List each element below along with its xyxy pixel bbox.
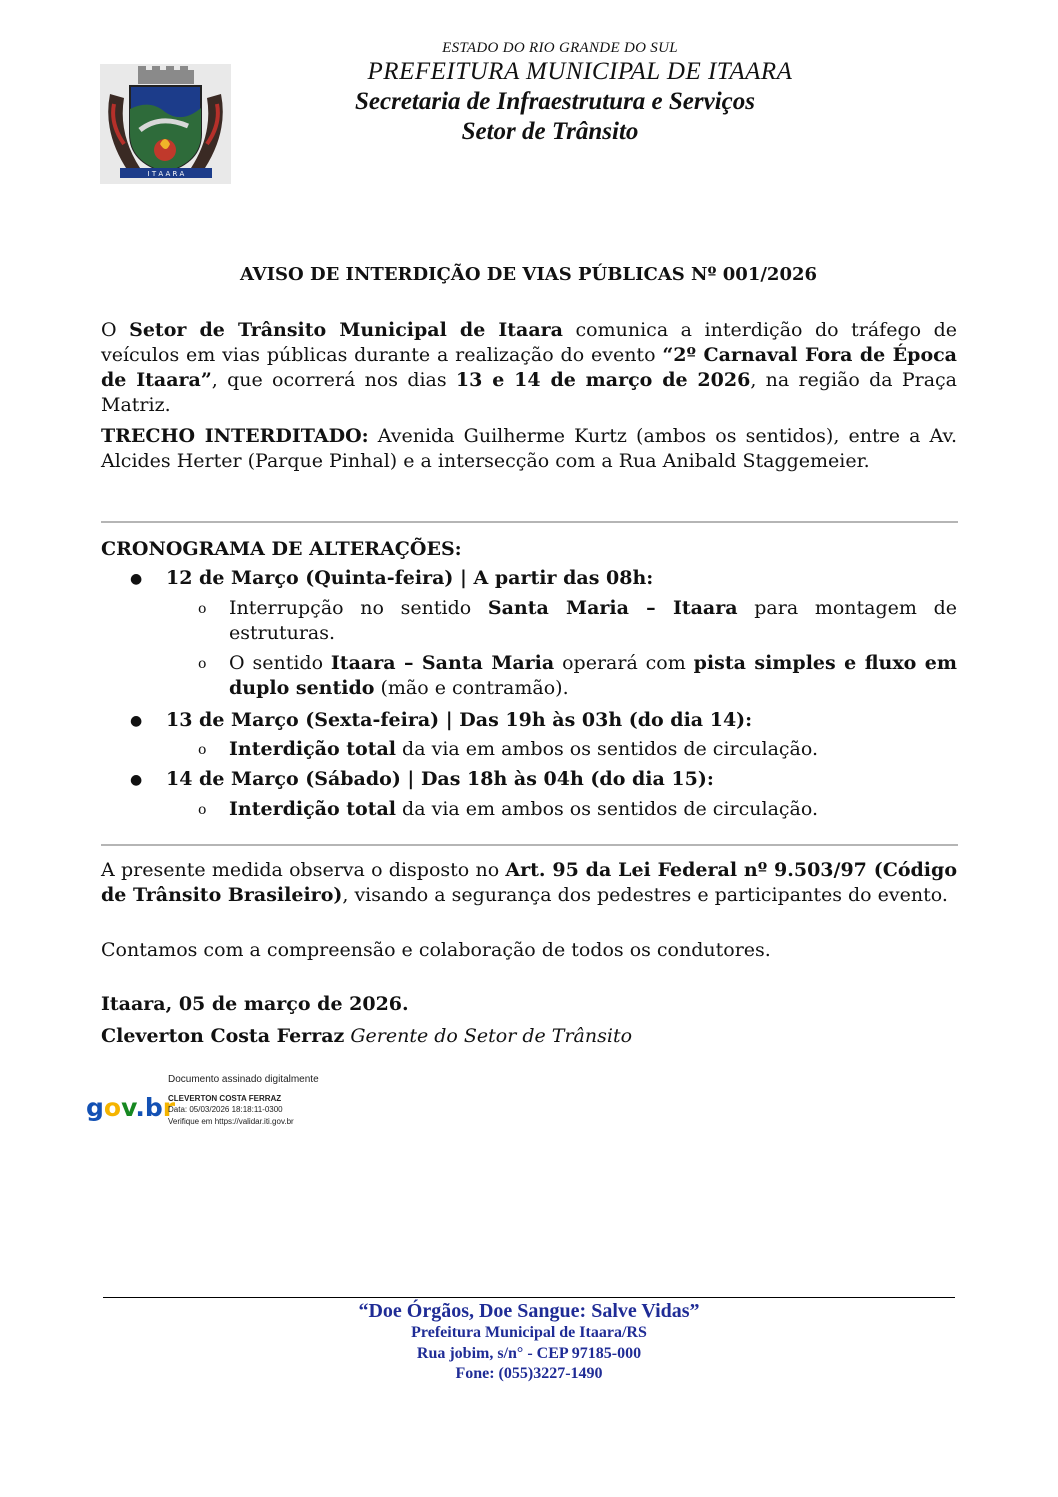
interdicted-stretch (101, 424, 957, 474)
footer-org: Prefeitura Municipal de Itaara/RS (411, 1324, 647, 1341)
intro-bold-2: “2º Carnaval Fora de Época de Itaara” (101, 344, 957, 391)
intro-bold-3: 13 e 14 de março de 2026 (455, 369, 751, 391)
divider-1 (101, 521, 958, 523)
bullet-icon: ● (130, 713, 143, 729)
day2-a1: Interdição total (229, 738, 397, 760)
day1-b3: operará com (554, 652, 694, 674)
prefecture-name: PREFEITURA MUNICIPAL DE ITAARA (367, 58, 793, 85)
bullet-icon: ● (130, 772, 143, 788)
schedule-day-2: 13 de Março (Sexta-feira) | Das 19h às 03h (do dia 14): (166, 709, 753, 731)
day1-a3: para montagem de estruturas. (229, 597, 957, 644)
footer-address: Rua jobim, s/n° - CEP 97185-000 (416, 1345, 642, 1362)
municipal-coat-of-arms-icon (100, 64, 231, 184)
day1-b5: (mão e contramão). (374, 677, 569, 699)
document-title: AVISO DE INTERDIÇÃO DE VIAS PÚBLICAS Nº 001/2026 (239, 264, 818, 285)
schedule-day-1-item-1 (229, 596, 957, 646)
stretch-label: TRECHO INTERDITADO: (101, 425, 369, 447)
schedule-day-2-item-1 (229, 737, 957, 762)
circle-bullet-icon: o (198, 742, 207, 758)
stamp-line-4: Verifique em https://validar.iti.gov.br (168, 1117, 294, 1126)
state-name: ESTADO DO RIO GRANDE DO SUL (442, 40, 678, 56)
stamp-line-3: Data: 05/03/2026 18:18:11-0300 (168, 1105, 283, 1114)
schedule-heading: CRONOGRAMA DE ALTERAÇÕES: (101, 538, 462, 560)
closing-bold-1: Art. 95 da Lei Federal nº 9.503/97 (Código de Trânsito Brasileiro) (101, 859, 957, 906)
stamp-line-1: Documento assinado digitalmente (168, 1074, 319, 1085)
schedule-day-1: 12 de Março (Quinta-feira) | A partir das 08h: (166, 567, 654, 589)
closing-text-2: , visando a segurança dos pedestres e participantes do evento. (342, 884, 948, 906)
signer-role: Gerente do Setor de Trânsito (344, 1025, 633, 1047)
stretch-text: Avenida Guilherme Kurtz (ambos os sentidos), entre a Av. Alcides Herter (Parque Pinhal) e a intersecção com a Rua Anibald Staggemeier. (101, 425, 957, 472)
intro-bold-1: Setor de Trânsito Municipal de Itaara (129, 319, 563, 341)
circle-bullet-icon: o (198, 802, 207, 818)
day3-a1: Interdição total (229, 798, 397, 820)
day1-b1: O sentido (229, 652, 331, 674)
day1-a2: Santa Maria – Itaara (487, 597, 738, 619)
schedule-day-3: 14 de Março (Sábado) | Das 18h às 04h (do dia 15): (166, 768, 714, 790)
place-date: Itaara, 05 de março de 2026. (101, 993, 409, 1015)
day1-b4: pista simples e fluxo em duplo sentido (229, 652, 957, 699)
day1-a1: Interrupção no sentido (229, 597, 488, 619)
day2-a2: da via em ambos os sentidos de circulação. (396, 738, 819, 760)
footer-slogan: “Doe Órgãos, Doe Sangue: Salve Vidas” (358, 1300, 700, 1322)
divider-2 (101, 844, 958, 846)
intro-text-4: , na região da Praça Matriz. (101, 369, 958, 416)
thanks-paragraph: Contamos com a compreensão e colaboração de todos os condutores. (101, 939, 771, 961)
day3-a2: da via em ambos os sentidos de circulação. (396, 798, 819, 820)
svg-text:gov.br: gov.br (86, 1093, 176, 1122)
intro-text-1: O (101, 319, 130, 341)
signer (101, 1024, 632, 1049)
footer-phone: Fone: (055)3227-1490 (455, 1365, 603, 1382)
bullet-icon: ● (130, 571, 143, 587)
signer-name: Cleverton Costa Ferraz (101, 1025, 345, 1047)
sector-name: Setor de Trânsito (461, 118, 639, 145)
stamp-line-2: CLEVERTON COSTA FERRAZ (168, 1094, 282, 1103)
schedule-day-3-item-1 (229, 797, 957, 822)
circle-bullet-icon: o (198, 656, 207, 672)
closing-text-1: A presente medida observa o disposto no (101, 859, 506, 881)
svg-text:I T A A R A: I T A A R A (147, 170, 185, 178)
govbr-logo-icon (86, 1090, 176, 1122)
footer-rule (103, 1297, 955, 1298)
schedule-day-1-item-2 (229, 651, 957, 701)
legal-basis-paragraph (101, 858, 957, 908)
circle-bullet-icon: o (198, 601, 207, 617)
secretariat-name: Secretaria de Infraestrutura e Serviços (355, 88, 755, 115)
intro-text-2: comunica a interdição do tráfego de veículos em vias públicas durante a realização do evento (101, 319, 957, 366)
intro-text-3: , que ocorrerá nos dias (211, 369, 456, 391)
day1-b2: Itaara – Santa Maria (330, 652, 555, 674)
intro-paragraph (101, 318, 957, 418)
